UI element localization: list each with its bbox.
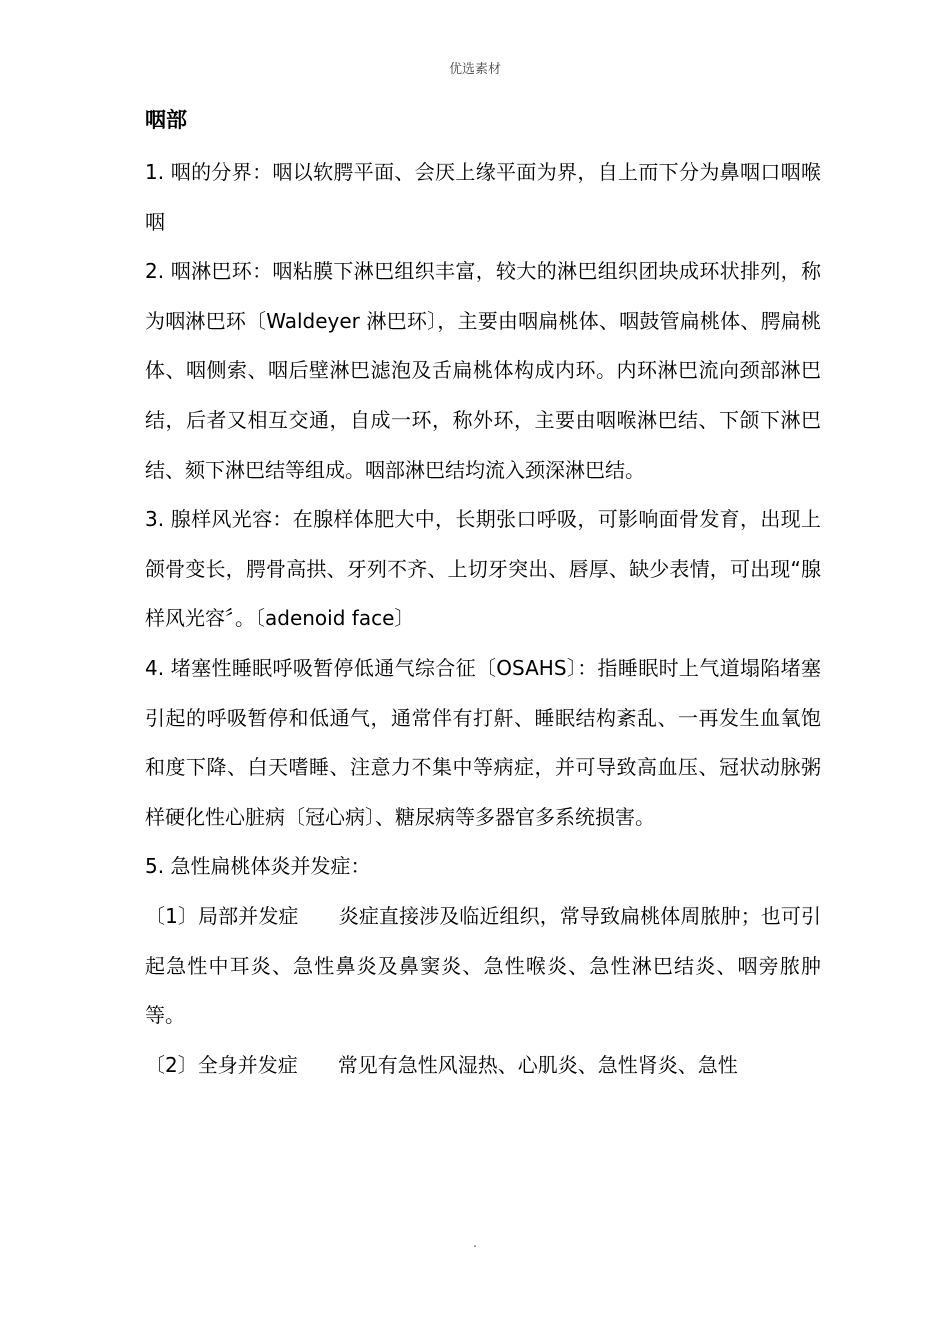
paragraph-adenoid-face: 3. 腺样风光容：在腺样体肥大中，长期张口呼吸，可影响面骨发育，出现上颌骨变长，腭骨高拱、牙列不齐、上切牙突出、唇厚、缺少表情，可出现“腺样风光容〞。〔adenoid face〕 (145, 507, 821, 631)
paragraph-local-complications: 〔1〕局部并发症 炎症直接涉及临近组织，常导致扁桃体周脓肿；也可引起急性中耳炎、急性鼻炎及鼻窦炎、急性喉炎、急性淋巴结炎、咽旁脓肿等。 (145, 903, 821, 1028)
paragraph-waldeyer-ring: 2. 咽淋巴环：咽粘膜下淋巴组织丰富，较大的淋巴组织团块成环状排列，称为咽淋巴环〔Waldeyer 淋巴环〕，主要由咽扁桃体、咽鼓管扁桃体、腭扁桃体、咽侧索、咽后壁淋巴滤泡及舌扁桃体构成内环。内环淋巴流向颈部淋巴结，后者又相互交通，自成一环，称外环，主要由咽喉淋巴结、下颌下淋巴结、颏下淋巴结等组成。咽部淋巴结均流入颈深淋巴结。 (145, 259, 821, 482)
paragraph-pharynx-division: 1. 咽的分界：咽以软腭平面、会厌上缘平面为界，自上而下分为鼻咽口咽喉咽 (145, 160, 821, 234)
paragraph-systemic-complications: 〔2〕全身并发症 常见有急性风湿热、心肌炎、急性肾炎、急性 (145, 1052, 738, 1077)
paragraph-tonsillitis-complications: 5. 急性扁桃体炎并发症： (145, 854, 371, 879)
paragraph-osahs: 4. 堵塞性睡眠呼吸暂停低通气综合征〔OSAHS〕：指睡眠时上气道塌陷堵塞引起的呼吸暂停和低通气，通常伴有打鼾、睡眠结构紊乱、一再发生血氧饱和度下降、白天嗜睡、注意力不集中等病症，并可导致高血压、冠状动脉粥样硬化性心脏病〔冠心病〕、糖尿病等多器官多系统损害。 (145, 655, 821, 829)
document-body (145, 100, 821, 1090)
page-header: 优选素材 (448, 62, 501, 77)
section-title: 咽部 (145, 108, 187, 132)
page-footer: . (473, 1236, 477, 1250)
